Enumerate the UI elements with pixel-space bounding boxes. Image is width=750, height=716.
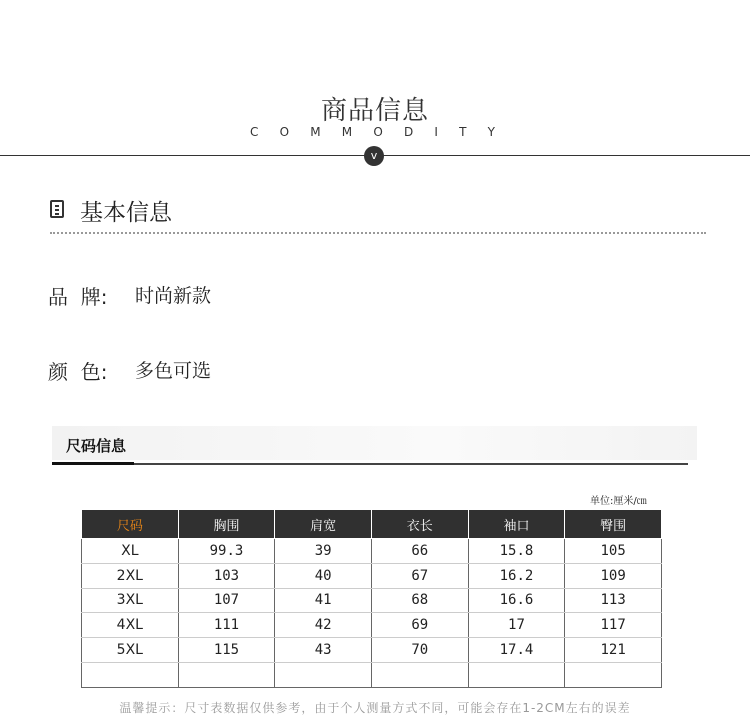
table-cell [371,662,468,687]
brand-value: 时尚新款 [135,285,212,307]
table-cell: 17.4 [468,638,565,663]
table-row [82,662,662,687]
table-cell: 39 [275,539,372,564]
table-cell: 66 [371,539,468,564]
subtitle-letter: O [373,125,383,139]
dotted-divider [50,232,706,234]
unit-label: 单位:厘米/㎝ [590,496,647,507]
table-cell: 107 [178,588,275,613]
column-header: 胸围 [178,510,275,539]
size-title-band [52,426,697,460]
table-cell: 109 [565,563,662,588]
table-cell: 68 [371,588,468,613]
column-header: 臀围 [565,510,662,539]
table-cell: 40 [275,563,372,588]
table-cell: 16.2 [468,563,565,588]
table-cell: 67 [371,563,468,588]
table-header-row [82,510,662,539]
table-cell: 111 [178,613,275,638]
tip-note: 温馨提示：尺寸表数据仅供参考，由于个人测量方式不同，可能会存在1-2CM左右的误差 [119,701,631,715]
size-title-underline [52,462,134,465]
table-cell: 103 [178,563,275,588]
table-row [82,613,662,638]
subtitle-letter: O [279,125,290,139]
table-cell: 99.3 [178,539,275,564]
table-cell: 113 [565,588,662,613]
table-cell [468,662,565,687]
table-cell: XL [82,539,179,564]
chevron-down-icon: v [364,146,384,166]
table-cell: 121 [565,638,662,663]
table-cell: 4XL [82,613,179,638]
size-info-title: 尺码信息 [66,437,127,455]
table-cell: 42 [275,613,372,638]
subtitle-letter: M [310,125,321,139]
table-cell [275,662,372,687]
color-label: 颜 色: [48,360,108,384]
subtitle-letter: M [341,125,353,139]
size-table [81,509,662,688]
size-divider [52,463,688,465]
table-cell [82,662,179,687]
table-cell: 16.6 [468,588,565,613]
table-cell: 15.8 [468,539,565,564]
table-cell: 2XL [82,563,179,588]
table-cell: 69 [371,613,468,638]
table-cell: 43 [275,638,372,663]
basic-info-title: 基本信息 [80,200,172,226]
subtitle-letter: D [403,125,414,139]
color-value: 多色可选 [135,360,212,382]
table-cell: 117 [565,613,662,638]
table-row [82,588,662,613]
brand-label: 品 牌: [48,285,108,309]
table-cell [178,662,275,687]
column-header: 袖口 [468,510,565,539]
table-cell: 70 [371,638,468,663]
table-cell: 115 [178,638,275,663]
table-cell: 105 [565,539,662,564]
table-cell: 5XL [82,638,179,663]
page-subtitle [250,125,495,139]
table-cell: 41 [275,588,372,613]
column-header: 尺码 [82,510,179,539]
table-row [82,638,662,663]
table-cell: 17 [468,613,565,638]
document-icon [50,200,64,218]
subtitle-letter: Y [487,125,495,139]
page-title: 商品信息 [320,96,429,126]
table-cell: 3XL [82,588,179,613]
table-row [82,563,662,588]
column-header: 衣长 [371,510,468,539]
subtitle-letter: C [250,125,259,139]
table-row [82,539,662,564]
subtitle-letter: I [434,125,438,139]
table-cell [565,662,662,687]
column-header: 肩宽 [275,510,372,539]
subtitle-letter: T [459,125,467,139]
